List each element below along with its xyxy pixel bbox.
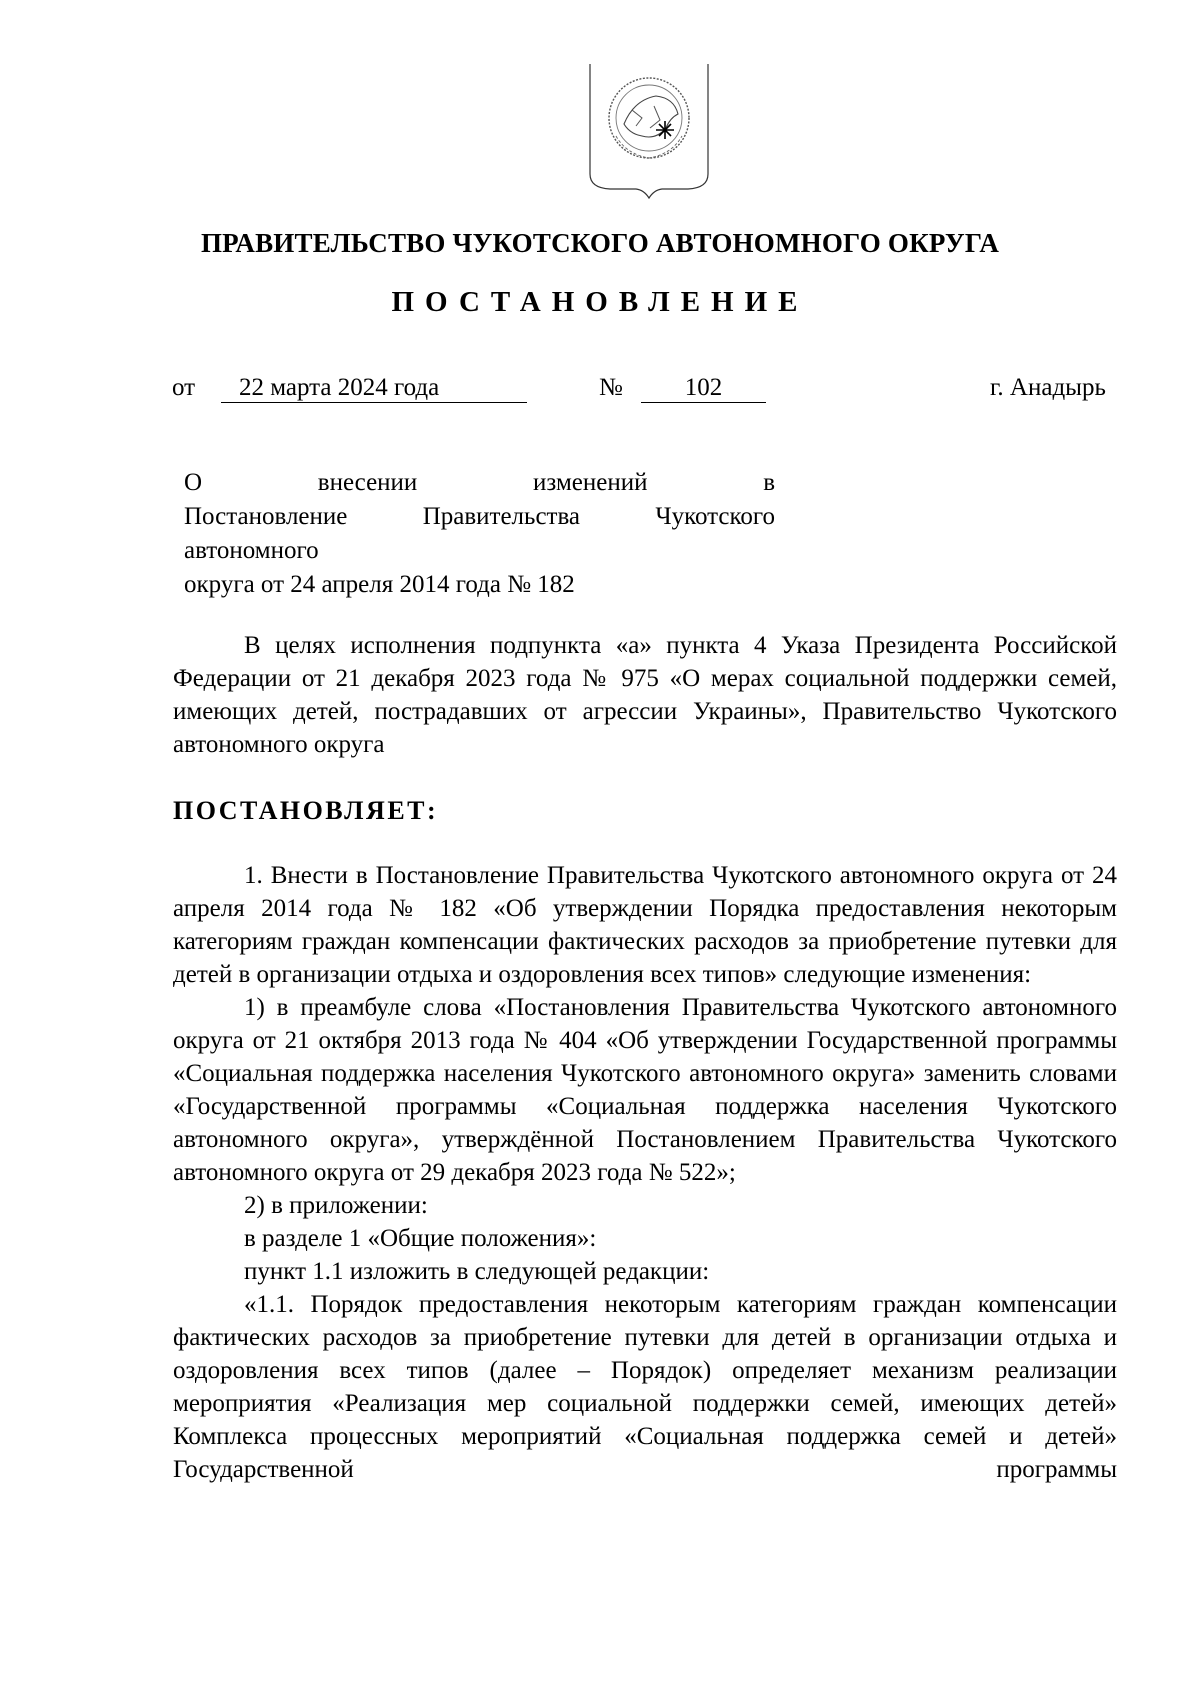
decree-body [173, 859, 1117, 1486]
document-number-text: 102 [684, 374, 723, 401]
paragraph-3: 2) в приложении: [244, 1192, 428, 1219]
preamble [173, 629, 1117, 761]
document-date-text: 22 марта 2024 года [239, 374, 440, 401]
paragraph-2: 1) в преамбуле слова «Постановления Правительства Чукотского автономного округа от 21 октября 2013 года № 404 «Об утверждении Государственной программы «Социальная поддержка населения Чукотского автономного округа» заменить словами «Государственной программы «Социальная поддержка населения Чукотского автономного округа», утверждённой Постановлением Правительства Чукотского автономного округа от 29 декабря 2023 года № 522»; [173, 994, 1117, 1186]
subject-line-1: О внесении изменений в [184, 469, 775, 496]
paragraph-5: пункт 1.1 изложить в следующей редакции: [244, 1258, 710, 1285]
number-prefix: № [599, 374, 623, 401]
decree-word: ПОСТАНОВЛЯЕТ: [173, 796, 439, 825]
paragraph-1: 1. Внести в Постановление Правительства Чукотского автономного округа от 24 апреля 2014 года № 182 «Об утверждении Порядка предоставления некоторым категориям граждан компенсации фактических расходов за приобретение путевки для детей в организации отдыха и оздоровления всех типов» следующие изменения: [173, 862, 1117, 988]
subject-line-2: Постановление Правительства Чукотского автономного [184, 503, 775, 564]
preamble-text: В целях исполнения подпункта «а» пункта 4 Указа Президента Российской Федерации от 21 декабря 2023 года № 975 «О мерах социальной поддержки семей, имеющих детей, пострадавших от агрессии Украины», Правительство Чукотского автономного округа [173, 632, 1117, 758]
document-type: ПОСТАНОВЛЕНИЕ [391, 286, 809, 318]
document-date [221, 374, 527, 403]
paragraph-6: «1.1. Порядок предоставления некоторым категориям граждан компенсации фактических расходов за приобретение путевки для детей в организации отдыха и оздоровления всех типов (далее – Порядок) определяет механизм реализации мероприятия «Реализация мер социальной поддержки семей, имеющих детей» Комплекса процессных мероприятий «Социальная поддержка семей и детей» Государственной программы [173, 1291, 1117, 1483]
document-number [641, 374, 766, 403]
subject-line-3: округа от 24 апреля 2014 года № 182 [184, 571, 575, 598]
chukotka-coat-of-arms-icon [586, 62, 712, 212]
agency-name: ПРАВИТЕЛЬСТВО ЧУКОТСКОГО АВТОНОМНОГО ОКРУГА [200, 228, 1000, 258]
document-city: г. Анадырь [990, 374, 1106, 401]
paragraph-4: в разделе 1 «Общие положения»: [244, 1225, 597, 1252]
document-subject [184, 466, 775, 602]
date-prefix: от [172, 374, 196, 401]
